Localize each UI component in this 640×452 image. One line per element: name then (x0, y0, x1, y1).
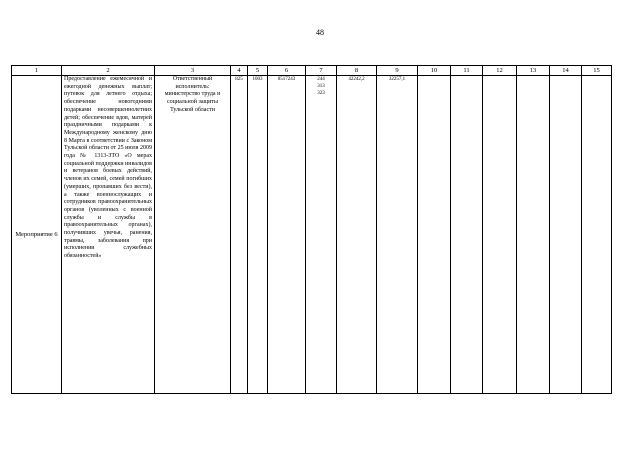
table-row (12, 76, 612, 394)
header-cell: 10 (418, 66, 451, 76)
col14-cell (550, 76, 582, 394)
col15-cell (582, 76, 612, 394)
col7-code: 323 (317, 91, 325, 96)
col13-cell (517, 76, 550, 394)
col10-cell (418, 76, 451, 394)
header-cell: 2 (62, 66, 155, 76)
header-cell: 8 (337, 66, 377, 76)
header-cell: 7 (306, 66, 337, 76)
col6-cell: 0517243 (268, 76, 306, 394)
col7-code: 244 (317, 77, 325, 82)
header-cell: 15 (582, 66, 612, 76)
header-cell: 4 (231, 66, 248, 76)
col12-cell (483, 76, 517, 394)
header-cell: 3 (155, 66, 231, 76)
header-cell: 9 (377, 66, 418, 76)
executor-cell: Ответственный исполнитель: министерство труда и социальной защиты Тульской области (155, 76, 231, 394)
header-cell: 6 (268, 66, 306, 76)
col5-cell: 1003 (248, 76, 268, 394)
header-cell: 14 (550, 66, 582, 76)
col9-cell: 32257,1 (377, 76, 418, 394)
page-number: 48 (316, 28, 324, 37)
header-cell: 13 (517, 66, 550, 76)
header-cell: 11 (451, 66, 483, 76)
budget-table (11, 65, 612, 394)
description-cell: Предоставление ежемесячной и ежегодной денежных выплат; путевок для летнего отдыха; обеспечение новогодними подарками несовершеннолетних детей; обеспечение вдов, матерей праздничными подарками к Международному женскому дню 8 Марта в соответствии с Законом Тульской области от 25 июля 2009 года № 1313-ЗТО «О мерах социальной поддержки инвалидов и ветеранов боевых действий, членов их семей, семей погибших (умерших, пропавших без вести), а также военнослужащих и сотрудников правоохранительных органов (уволенных с военной службы и службы в правоохранительных органах), получивших увечья, ранения, травмы, заболевания при исполнении служебных обязанностей» (62, 76, 155, 394)
col11-cell (451, 76, 483, 394)
header-cell: 1 (12, 66, 62, 76)
col8-cell: 42242,2 (337, 76, 377, 394)
header-row (12, 66, 612, 76)
header-cell: 5 (248, 66, 268, 76)
col7-code: 313 (317, 84, 325, 89)
measure-cell: Мероприятие 6 (12, 76, 62, 394)
header-cell: 12 (483, 66, 517, 76)
col4-cell: 825 (231, 76, 248, 394)
col7-cell (306, 76, 337, 394)
